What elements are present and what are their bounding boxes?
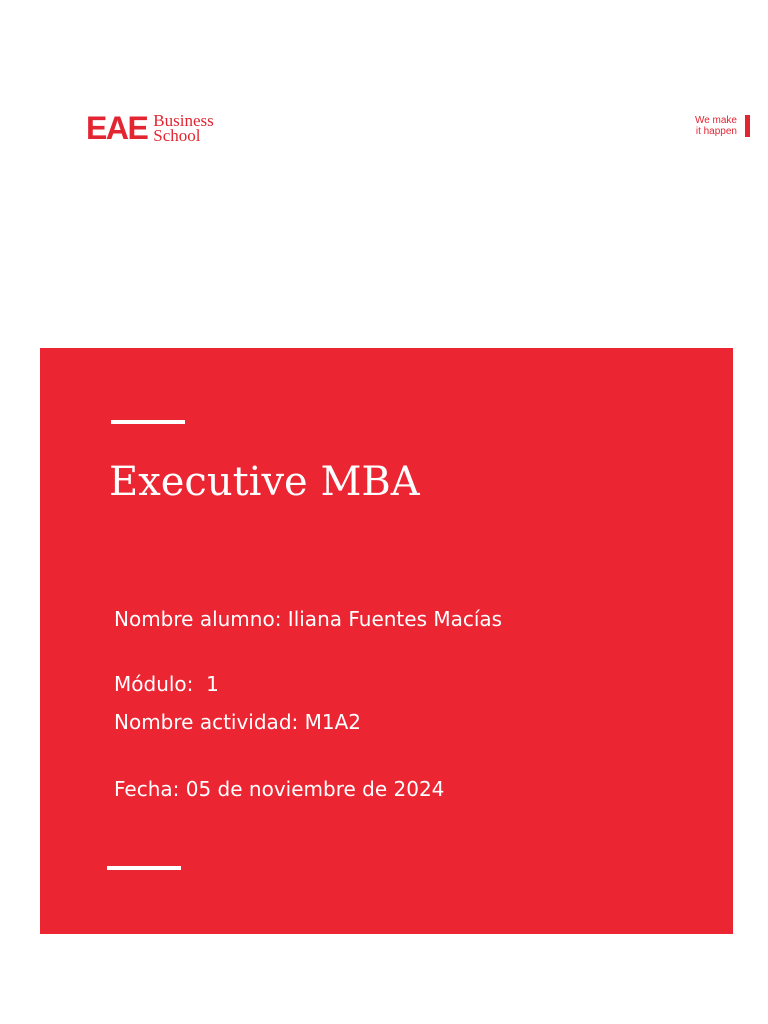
- logo-line-1: Business: [153, 111, 214, 130]
- eae-business-school-logo: [86, 112, 214, 144]
- module-number: Módulo: 1: [114, 672, 219, 696]
- submission-date: Fecha: 05 de noviembre de 2024: [114, 777, 445, 801]
- cover-panel: [40, 348, 733, 934]
- top-divider: [111, 420, 185, 424]
- tagline-line-2: it happen: [695, 126, 737, 137]
- tagline: [695, 115, 750, 137]
- page-header: [0, 0, 768, 180]
- student-name: Nombre alumno: Iliana Fuentes Macías: [114, 607, 503, 631]
- logo-wordmark: [153, 113, 213, 143]
- logo-mark: EAE: [86, 110, 148, 146]
- document-title: Executive MBA: [109, 459, 420, 505]
- bottom-divider: [107, 866, 181, 870]
- tagline-accent-bar: [745, 115, 750, 137]
- activity-name: Nombre actividad: M1A2: [114, 710, 361, 734]
- logo-line-2: School: [153, 126, 201, 145]
- tagline-line-1: We make: [694, 115, 737, 126]
- tagline-text: [695, 115, 745, 137]
